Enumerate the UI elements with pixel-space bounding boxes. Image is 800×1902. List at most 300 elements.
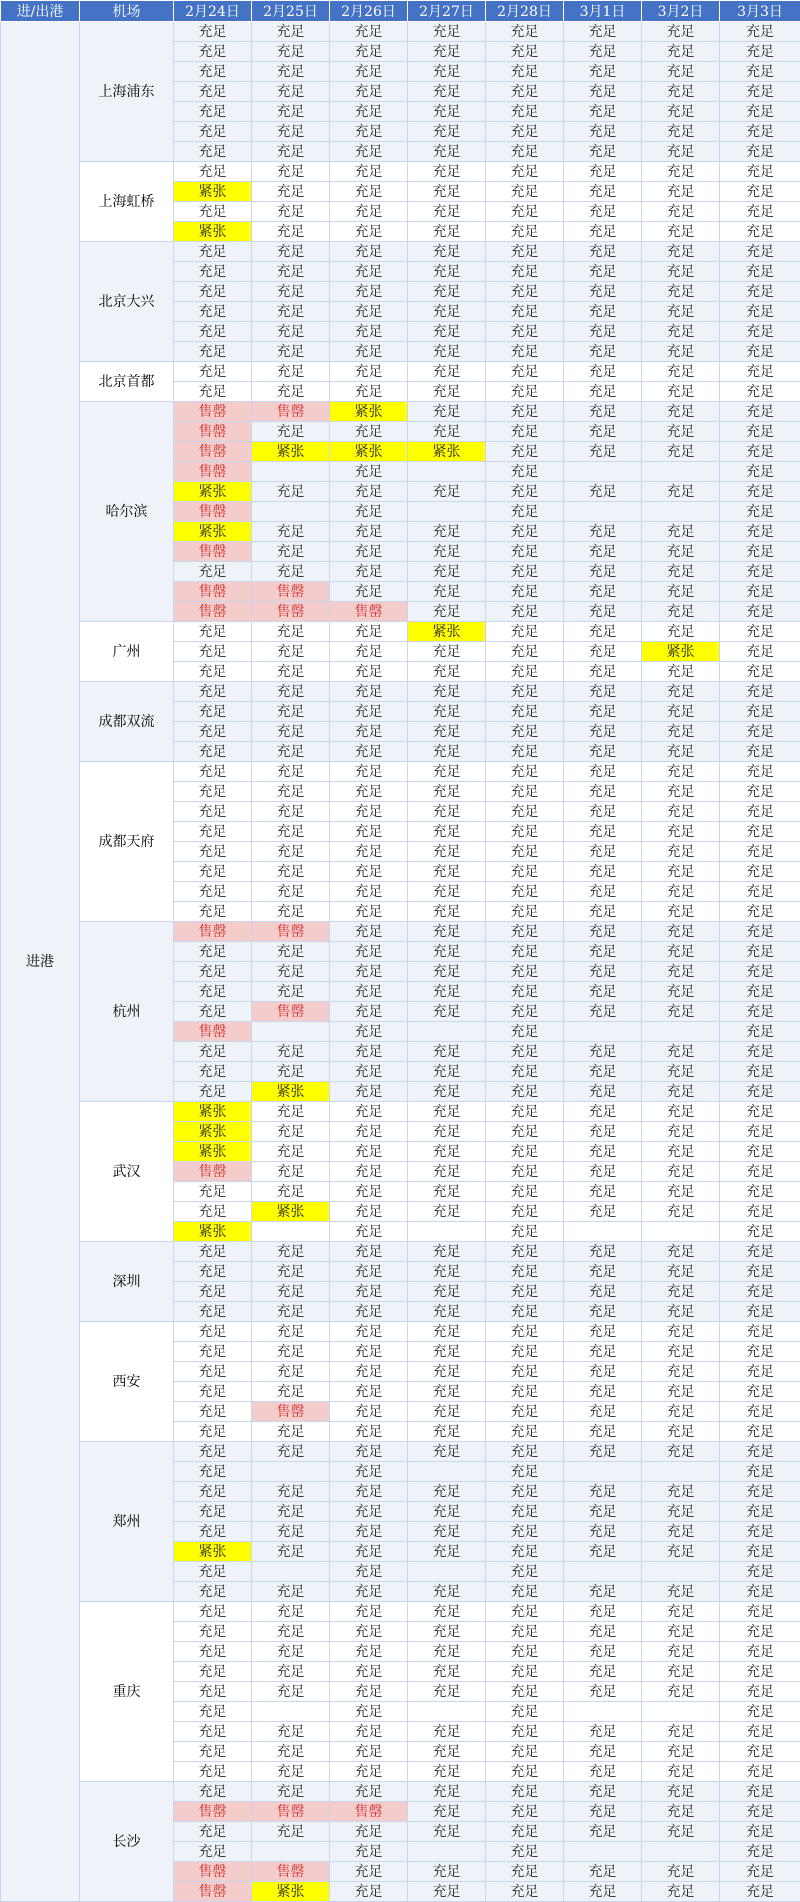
status-cell: 充足	[330, 462, 408, 482]
status-cell: 充足	[720, 1242, 800, 1262]
status-cell: 充足	[642, 1622, 720, 1642]
status-cell: 充足	[252, 1722, 330, 1742]
date-header: 2月28日	[486, 1, 564, 22]
status-cell	[564, 502, 642, 522]
status-cell: 充足	[408, 222, 486, 242]
status-cell: 充足	[720, 742, 800, 762]
status-cell: 充足	[330, 962, 408, 982]
status-cell: 售罄	[252, 1862, 330, 1882]
status-cell: 充足	[564, 42, 642, 62]
status-cell: 充足	[720, 1542, 800, 1562]
status-cell: 售罄	[174, 502, 252, 522]
status-cell: 充足	[174, 1782, 252, 1802]
status-cell: 充足	[564, 962, 642, 982]
status-cell: 充足	[252, 522, 330, 542]
airport-name-cell: 重庆	[80, 1602, 174, 1782]
status-cell: 紧张	[252, 1082, 330, 1102]
status-cell: 充足	[408, 1502, 486, 1522]
status-cell: 充足	[642, 862, 720, 882]
status-cell: 充足	[486, 662, 564, 682]
status-cell: 充足	[720, 222, 800, 242]
status-cell: 充足	[252, 1622, 330, 1642]
status-cell: 充足	[642, 182, 720, 202]
status-cell: 充足	[408, 62, 486, 82]
status-cell: 充足	[720, 1062, 800, 1082]
status-cell: 充足	[486, 1502, 564, 1522]
status-cell: 充足	[252, 242, 330, 262]
status-cell: 充足	[720, 1842, 800, 1862]
status-cell: 充足	[564, 1282, 642, 1302]
status-cell: 充足	[720, 1122, 800, 1142]
status-cell: 充足	[486, 1702, 564, 1722]
status-cell: 售罄	[174, 1162, 252, 1182]
status-cell: 充足	[564, 222, 642, 242]
status-cell: 充足	[486, 322, 564, 342]
status-cell: 充足	[564, 342, 642, 362]
status-cell: 充足	[720, 822, 800, 842]
status-cell: 充足	[720, 262, 800, 282]
status-cell: 充足	[720, 1882, 800, 1902]
status-cell: 充足	[486, 1602, 564, 1622]
status-cell: 紧张	[252, 1882, 330, 1902]
status-cell: 充足	[486, 502, 564, 522]
status-cell: 充足	[252, 122, 330, 142]
status-cell: 充足	[486, 562, 564, 582]
status-cell	[408, 1462, 486, 1482]
status-cell: 充足	[330, 1462, 408, 1482]
status-cell: 充足	[408, 202, 486, 222]
status-cell: 充足	[642, 1282, 720, 1302]
status-cell: 充足	[174, 1382, 252, 1402]
status-cell: 充足	[174, 1562, 252, 1582]
status-cell	[642, 1222, 720, 1242]
status-cell: 充足	[252, 682, 330, 702]
status-cell: 充足	[330, 1302, 408, 1322]
status-cell: 充足	[486, 1022, 564, 1042]
status-cell: 充足	[642, 782, 720, 802]
status-cell: 充足	[564, 842, 642, 862]
status-cell: 充足	[174, 62, 252, 82]
airport-name-cell: 上海浦东	[80, 22, 174, 162]
status-cell: 充足	[720, 1222, 800, 1242]
status-cell: 充足	[408, 322, 486, 342]
status-cell: 充足	[642, 422, 720, 442]
status-cell: 充足	[720, 1262, 800, 1282]
status-cell: 充足	[486, 942, 564, 962]
status-cell: 充足	[564, 562, 642, 582]
status-cell: 充足	[174, 1362, 252, 1382]
date-header: 2月27日	[408, 1, 486, 22]
status-cell: 充足	[174, 242, 252, 262]
status-cell: 充足	[174, 642, 252, 662]
status-cell: 充足	[252, 1442, 330, 1462]
status-cell: 充足	[252, 902, 330, 922]
status-cell: 充足	[252, 1742, 330, 1762]
status-cell: 充足	[564, 982, 642, 1002]
status-cell: 充足	[174, 1462, 252, 1482]
status-cell: 充足	[564, 302, 642, 322]
status-cell: 充足	[642, 1802, 720, 1822]
status-cell: 紧张	[174, 222, 252, 242]
status-cell: 充足	[330, 242, 408, 262]
status-cell: 充足	[720, 1202, 800, 1222]
status-cell: 充足	[642, 1042, 720, 1062]
status-cell: 充足	[486, 1302, 564, 1322]
status-cell: 充足	[720, 462, 800, 482]
status-cell: 充足	[408, 182, 486, 202]
status-cell: 充足	[642, 1182, 720, 1202]
status-cell: 充足	[642, 1762, 720, 1782]
status-cell: 充足	[564, 422, 642, 442]
status-cell: 充足	[174, 262, 252, 282]
status-cell: 充足	[408, 1042, 486, 1062]
status-cell: 充足	[330, 942, 408, 962]
status-cell: 充足	[330, 1162, 408, 1182]
status-cell: 充足	[720, 422, 800, 442]
status-cell: 充足	[486, 122, 564, 142]
status-cell: 充足	[408, 1302, 486, 1322]
status-cell: 充足	[642, 1442, 720, 1462]
status-cell	[408, 502, 486, 522]
status-cell: 充足	[174, 1422, 252, 1442]
status-cell: 充足	[720, 162, 800, 182]
status-cell: 充足	[486, 682, 564, 702]
status-cell: 充足	[564, 1202, 642, 1222]
status-cell: 紧张	[330, 442, 408, 462]
status-cell: 充足	[642, 562, 720, 582]
status-cell: 充足	[720, 1802, 800, 1822]
status-cell: 充足	[720, 62, 800, 82]
status-cell: 充足	[642, 962, 720, 982]
status-cell: 充足	[330, 1782, 408, 1802]
status-cell: 充足	[330, 642, 408, 662]
status-cell: 充足	[720, 962, 800, 982]
status-cell: 充足	[174, 1002, 252, 1022]
status-cell: 充足	[564, 1122, 642, 1142]
status-cell: 充足	[408, 982, 486, 1002]
status-cell: 充足	[720, 1522, 800, 1542]
status-cell: 充足	[720, 202, 800, 222]
airport-name-cell: 武汉	[80, 1102, 174, 1242]
status-cell: 充足	[408, 762, 486, 782]
status-cell: 充足	[408, 1242, 486, 1262]
airport-header: 机场	[80, 1, 174, 22]
status-cell: 充足	[564, 642, 642, 662]
status-cell: 充足	[720, 1602, 800, 1622]
status-cell: 充足	[486, 1222, 564, 1242]
status-cell: 充足	[408, 1662, 486, 1682]
status-cell: 充足	[330, 282, 408, 302]
status-cell: 充足	[642, 262, 720, 282]
status-cell	[642, 1842, 720, 1862]
header-row	[1, 1, 800, 22]
status-cell: 充足	[174, 1262, 252, 1282]
status-cell: 紧张	[174, 1122, 252, 1142]
status-cell: 充足	[564, 242, 642, 262]
status-cell: 充足	[174, 1522, 252, 1542]
status-cell: 充足	[252, 982, 330, 1002]
status-cell: 充足	[564, 22, 642, 42]
status-cell: 充足	[330, 502, 408, 522]
status-cell: 充足	[330, 742, 408, 762]
status-cell: 充足	[408, 482, 486, 502]
status-cell: 充足	[174, 782, 252, 802]
status-cell: 充足	[486, 1122, 564, 1142]
status-cell: 充足	[720, 1622, 800, 1642]
status-cell: 充足	[174, 342, 252, 362]
status-cell: 充足	[330, 1582, 408, 1602]
status-cell: 充足	[174, 882, 252, 902]
status-cell: 充足	[486, 602, 564, 622]
status-cell: 充足	[330, 922, 408, 942]
status-cell: 充足	[720, 82, 800, 102]
status-cell: 充足	[564, 382, 642, 402]
status-cell: 充足	[330, 1322, 408, 1342]
status-cell: 充足	[330, 1522, 408, 1542]
status-cell: 紧张	[174, 1142, 252, 1162]
status-cell: 充足	[330, 622, 408, 642]
status-cell: 充足	[408, 662, 486, 682]
status-cell: 充足	[330, 522, 408, 542]
status-cell: 充足	[252, 962, 330, 982]
status-cell: 充足	[252, 862, 330, 882]
status-cell: 充足	[486, 622, 564, 642]
status-cell: 充足	[564, 942, 642, 962]
status-cell: 充足	[720, 322, 800, 342]
status-cell: 充足	[408, 1742, 486, 1762]
status-cell: 充足	[252, 542, 330, 562]
status-cell: 充足	[174, 1582, 252, 1602]
status-cell: 充足	[486, 1242, 564, 1262]
status-cell: 充足	[486, 1402, 564, 1422]
status-cell: 充足	[174, 22, 252, 42]
status-cell: 充足	[330, 1762, 408, 1782]
status-cell: 紧张	[408, 622, 486, 642]
status-cell: 充足	[564, 702, 642, 722]
status-cell: 充足	[720, 562, 800, 582]
status-cell: 充足	[252, 1822, 330, 1842]
status-cell: 充足	[408, 362, 486, 382]
status-cell: 充足	[330, 1502, 408, 1522]
status-cell: 充足	[642, 1722, 720, 1742]
status-cell	[252, 502, 330, 522]
status-cell: 售罄	[252, 922, 330, 942]
table-row	[1, 242, 800, 262]
status-cell: 充足	[330, 302, 408, 322]
status-cell: 充足	[408, 1522, 486, 1542]
status-cell: 充足	[486, 922, 564, 942]
status-cell: 充足	[720, 922, 800, 942]
status-cell: 充足	[174, 1242, 252, 1262]
status-cell: 充足	[642, 1602, 720, 1622]
airport-name-cell: 上海虹桥	[80, 162, 174, 242]
status-cell: 充足	[408, 1622, 486, 1642]
status-cell: 充足	[720, 102, 800, 122]
status-cell: 充足	[252, 1542, 330, 1562]
status-cell: 充足	[252, 162, 330, 182]
date-header: 2月25日	[252, 1, 330, 22]
status-cell: 充足	[564, 482, 642, 502]
status-cell: 充足	[330, 1222, 408, 1242]
status-cell	[642, 1702, 720, 1722]
status-cell: 充足	[174, 702, 252, 722]
status-cell: 充足	[642, 762, 720, 782]
status-cell: 充足	[720, 682, 800, 702]
status-cell: 充足	[252, 1362, 330, 1382]
status-cell: 充足	[642, 162, 720, 182]
status-cell: 充足	[564, 1162, 642, 1182]
status-cell: 充足	[408, 582, 486, 602]
status-cell: 充足	[642, 1082, 720, 1102]
status-cell: 充足	[330, 542, 408, 562]
status-cell: 充足	[174, 1842, 252, 1862]
status-cell: 充足	[720, 762, 800, 782]
status-cell: 充足	[408, 1682, 486, 1702]
status-cell: 充足	[330, 722, 408, 742]
status-cell: 充足	[408, 282, 486, 302]
status-cell: 充足	[408, 1362, 486, 1382]
table-row	[1, 1322, 800, 1342]
status-cell: 充足	[330, 1722, 408, 1742]
status-cell: 充足	[720, 862, 800, 882]
status-cell: 充足	[252, 222, 330, 242]
status-cell: 充足	[486, 342, 564, 362]
status-cell: 充足	[174, 622, 252, 642]
direction-header: 进/出港	[1, 1, 80, 22]
airport-name-cell: 广州	[80, 622, 174, 682]
status-cell: 充足	[486, 1042, 564, 1062]
status-cell: 充足	[330, 262, 408, 282]
status-cell: 充足	[330, 1342, 408, 1362]
status-cell: 充足	[408, 1722, 486, 1742]
status-cell: 充足	[642, 1302, 720, 1322]
status-cell: 充足	[720, 442, 800, 462]
status-cell: 充足	[564, 1402, 642, 1422]
status-cell	[642, 1562, 720, 1582]
status-cell: 充足	[330, 1042, 408, 1062]
status-cell: 充足	[330, 1862, 408, 1882]
status-cell: 充足	[174, 1762, 252, 1782]
status-cell: 充足	[642, 882, 720, 902]
status-cell: 充足	[720, 542, 800, 562]
status-cell: 充足	[486, 382, 564, 402]
status-cell: 充足	[174, 682, 252, 702]
status-cell: 紧张	[252, 442, 330, 462]
status-cell: 充足	[408, 562, 486, 582]
status-cell: 充足	[564, 582, 642, 602]
status-cell: 充足	[174, 1622, 252, 1642]
status-cell: 充足	[486, 882, 564, 902]
status-cell: 充足	[252, 1322, 330, 1342]
status-cell: 充足	[174, 962, 252, 982]
table-row	[1, 362, 800, 382]
status-cell: 充足	[720, 1302, 800, 1322]
status-cell: 充足	[486, 742, 564, 762]
status-cell: 充足	[330, 42, 408, 62]
status-cell: 充足	[642, 1862, 720, 1882]
status-cell: 充足	[174, 382, 252, 402]
status-cell: 充足	[408, 1882, 486, 1902]
status-cell: 充足	[642, 1322, 720, 1342]
status-cell: 充足	[330, 982, 408, 1002]
status-cell: 充足	[174, 1342, 252, 1362]
status-cell: 充足	[174, 1202, 252, 1222]
status-cell: 充足	[408, 82, 486, 102]
status-cell: 充足	[174, 982, 252, 1002]
status-cell: 充足	[174, 762, 252, 782]
status-cell: 充足	[720, 362, 800, 382]
status-cell: 售罄	[174, 602, 252, 622]
status-cell: 充足	[642, 942, 720, 962]
status-cell: 紧张	[408, 442, 486, 462]
status-cell: 充足	[174, 322, 252, 342]
status-cell: 充足	[330, 1142, 408, 1162]
table-row	[1, 402, 800, 422]
status-cell	[642, 1022, 720, 1042]
status-cell: 充足	[408, 142, 486, 162]
status-cell: 充足	[564, 742, 642, 762]
status-cell: 充足	[564, 822, 642, 842]
status-cell: 充足	[642, 222, 720, 242]
status-cell: 充足	[330, 1022, 408, 1042]
status-cell: 充足	[252, 642, 330, 662]
status-cell: 充足	[252, 142, 330, 162]
status-cell: 充足	[408, 262, 486, 282]
status-cell: 充足	[564, 1882, 642, 1902]
status-cell: 充足	[252, 382, 330, 402]
status-cell: 充足	[174, 1082, 252, 1102]
status-cell: 充足	[330, 1202, 408, 1222]
status-cell: 充足	[564, 1002, 642, 1022]
status-cell: 充足	[720, 242, 800, 262]
status-cell: 充足	[408, 1002, 486, 1022]
status-cell: 售罄	[174, 1802, 252, 1822]
status-cell: 充足	[642, 1342, 720, 1362]
status-cell: 充足	[486, 982, 564, 1002]
status-cell: 充足	[174, 162, 252, 182]
status-cell: 充足	[174, 82, 252, 102]
status-cell: 充足	[486, 862, 564, 882]
status-cell: 充足	[330, 1282, 408, 1302]
status-cell: 充足	[174, 282, 252, 302]
status-cell: 充足	[174, 1722, 252, 1742]
status-cell: 充足	[642, 442, 720, 462]
status-cell	[408, 1562, 486, 1582]
status-cell: 充足	[408, 302, 486, 322]
status-cell: 充足	[486, 242, 564, 262]
status-cell	[564, 1702, 642, 1722]
status-cell: 充足	[408, 702, 486, 722]
status-cell: 充足	[330, 1642, 408, 1662]
status-cell: 充足	[252, 802, 330, 822]
status-cell: 充足	[252, 1262, 330, 1282]
status-cell: 充足	[174, 1062, 252, 1082]
status-cell: 充足	[486, 1522, 564, 1542]
status-cell: 充足	[720, 42, 800, 62]
status-cell: 售罄	[174, 582, 252, 602]
status-cell: 充足	[564, 1242, 642, 1262]
status-cell: 充足	[408, 402, 486, 422]
status-cell: 充足	[564, 1302, 642, 1322]
status-cell: 充足	[486, 442, 564, 462]
status-cell: 充足	[252, 1522, 330, 1542]
status-cell: 充足	[642, 282, 720, 302]
status-cell: 充足	[330, 22, 408, 42]
status-cell: 充足	[252, 22, 330, 42]
status-cell: 充足	[408, 1482, 486, 1502]
status-cell: 充足	[408, 542, 486, 562]
status-cell: 充足	[174, 1702, 252, 1722]
